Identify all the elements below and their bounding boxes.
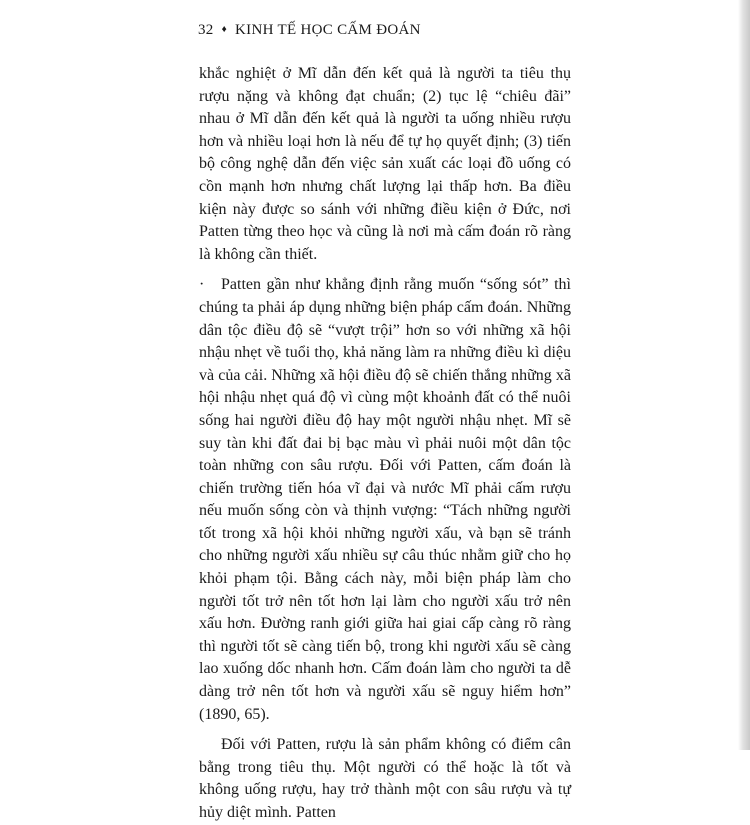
bullet-icon: · bbox=[199, 276, 205, 294]
page-edge-shadow bbox=[738, 0, 750, 750]
body-text bbox=[199, 63, 571, 825]
paragraph-2 bbox=[199, 274, 571, 726]
paragraph-3: Đối với Patten, rượu là sản phẩm không có điểm cân bằng trong tiêu thụ. Một người có thể hoặc là tốt và không uống rượu, hay trở thành một con sâu rượu và tự hủy diệt mình. Patten bbox=[199, 736, 571, 821]
running-header bbox=[198, 22, 421, 39]
paragraph-2-text: Patten gần như khẳng định rằng muốn “sống sót” thì chúng ta phải áp dụng những biện pháp cấm đoán. Những dân tộc điều độ sẽ “vượt trội” hơn so với những xã hội nhậu nhẹt về tuổi thọ, khả năng làm ra những điều kì diệu và của cải. Những xã hội điều độ sẽ chiến thắng những xã hội nhậu nhẹt quá độ vì cùng một khoảnh đất có thể nuôi sống hai người điều độ hay một người nhậu nhẹt. Mĩ sẽ suy tàn khi đất đai bị bạc màu vì phải nuôi một dân tộc toàn những con sâu rượu. Đối với Patten, cấm đoán là chiến trường tiến hóa vĩ đại và nước Mĩ phải cấm rượu nếu muốn sống còn và thịnh vượng: “Tách những người tốt trong xã hội khỏi những người xấu, và bạn sẽ tránh cho những người xấu nhiều sự câu thúc nhằm giữ cho họ khỏi phạm tội. Bằng cách này, mỗi biện pháp làm cho người tốt trở nên tốt hơn lại làm cho người xấu trở nên xấu hơn. Đường ranh giới giữa hai giai cấp càng rõ ràng thì người tốt sẽ càng tiến bộ, trong khi người xấu sẽ càng lao xuống dốc nhanh hơn. Cấm đoán làm cho người ta dễ dàng trở nên tốt hơn và người xấu sẽ nguy hiểm hơn” (1890, 65). bbox=[199, 276, 571, 723]
book-title: KINH TẾ HỌC CẤM ĐOÁN bbox=[235, 22, 421, 38]
page-number: 32 bbox=[198, 22, 214, 38]
paragraph-1: khắc nghiệt ở Mĩ dẫn đến kết quả là người ta tiêu thụ rượu nặng và không đạt chuẩn; (2) tục lệ “chiêu đãi” nhau ở Mĩ dẫn đến kết quả là người ta uống nhiều rượu hơn và nhiều loại hơn là nếu để tự họ quyết định; (3) tiến bộ công nghệ dẫn đến việc sản xuất các loại đồ uống có cồn mạnh hơn nhưng chất lượng lại thấp hơn. Ba điều kiện này được so sánh với những điều kiện ở Đức, nơi Patten từng theo học và cũng là nơi mà cấm đoán rõ ràng là không cần thiết. bbox=[199, 65, 571, 263]
diamond-separator-icon: ♦ bbox=[221, 24, 228, 35]
